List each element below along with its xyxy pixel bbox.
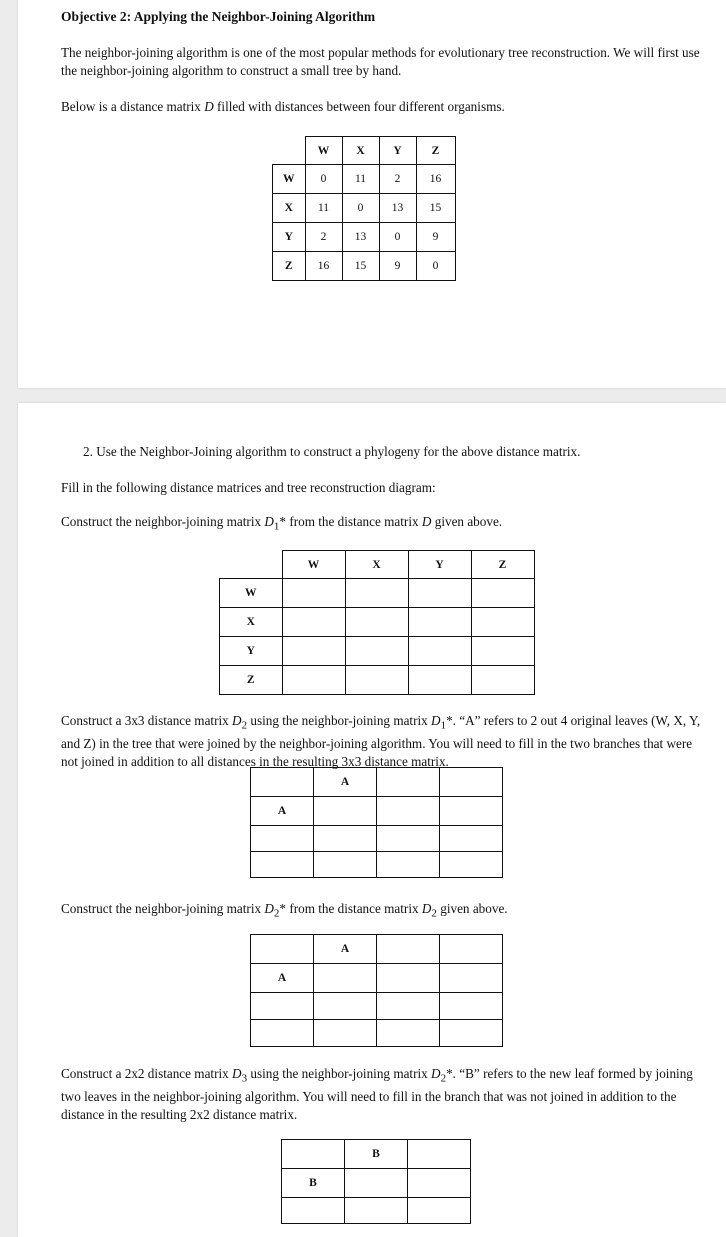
- d2-cell[interactable]: [440, 797, 503, 826]
- objective-title: Objective 2: Applying the Neighbor-Joining Algorithm: [61, 9, 376, 24]
- d2-cell[interactable]: [251, 768, 314, 797]
- d2-cell[interactable]: [251, 852, 314, 878]
- d2star-cell[interactable]: [377, 935, 440, 964]
- d3-cell[interactable]: [345, 1169, 408, 1198]
- fill-instruction: Fill in the following distance matrices and tree reconstruction diagram:: [61, 480, 436, 495]
- d2-cell[interactable]: [314, 852, 377, 878]
- d2star-cell[interactable]: [440, 993, 503, 1020]
- step4-text: Construct a 2x2 distance matrix $D_3$ using the neighbor-joining matrix $D_2*$. “B” refers to the new leaf formed by joining two leaves in the neighbor-joining algorithm. You will need to fill in the branch that was not joined in addition to the distance in the resulting 2x2 distance matrix.: [61, 1066, 693, 1122]
- d1star-cell[interactable]: [282, 579, 345, 608]
- d1star-cell[interactable]: [345, 666, 408, 695]
- question-2: 2. Use the Neighbor-Joining algorithm to construct a phylogeny for the above distance matrix.: [83, 444, 581, 459]
- d1star-cell[interactable]: [345, 637, 408, 666]
- matrix-d3: B B: [281, 1139, 471, 1224]
- matrix-d2-star: A A: [250, 934, 503, 1047]
- d2-cell[interactable]: [440, 852, 503, 878]
- d2star-cell[interactable]: [251, 993, 314, 1020]
- d2-cell[interactable]: [440, 768, 503, 797]
- d2-cell[interactable]: [314, 826, 377, 852]
- step2-text: Construct a 3x3 distance matrix $D_2$ using the neighbor-joining matrix $D_1*$. “A” refers to 2 out 4 original leaves (W, X, Y, and Z) in the tree that were joined by the neighbor-joining algorithm. You will need to fill in the two branches that were not joined in addition to all distances in the resulting 3x3 distance matrix.: [61, 713, 701, 769]
- d2star-cell[interactable]: [377, 993, 440, 1020]
- d1star-cell[interactable]: [282, 666, 345, 695]
- d2-cell[interactable]: [251, 826, 314, 852]
- d1star-cell[interactable]: [408, 579, 471, 608]
- d1star-cell[interactable]: [408, 608, 471, 637]
- d2star-cell[interactable]: [440, 935, 503, 964]
- d1star-cell[interactable]: [471, 579, 534, 608]
- d2-cell[interactable]: [440, 826, 503, 852]
- d3-cell[interactable]: [282, 1198, 345, 1224]
- d2-cell[interactable]: [314, 797, 377, 826]
- d2star-cell[interactable]: [440, 964, 503, 993]
- d2-cell[interactable]: [377, 852, 440, 878]
- d1star-cell[interactable]: [471, 666, 534, 695]
- d3-cell[interactable]: [282, 1140, 345, 1169]
- d2-cell[interactable]: [377, 826, 440, 852]
- d1star-cell[interactable]: [345, 579, 408, 608]
- d1star-cell[interactable]: [471, 637, 534, 666]
- d2star-cell[interactable]: [314, 964, 377, 993]
- d1star-cell[interactable]: [345, 608, 408, 637]
- d2star-cell[interactable]: [314, 993, 377, 1020]
- d3-cell[interactable]: [408, 1140, 471, 1169]
- d2star-cell[interactable]: [251, 935, 314, 964]
- d2star-cell[interactable]: [440, 1020, 503, 1047]
- d2-cell[interactable]: [377, 768, 440, 797]
- d1star-cell[interactable]: [408, 666, 471, 695]
- d3-cell[interactable]: [345, 1198, 408, 1224]
- matrix-intro: Below is a distance matrix D filled with distances between four different organisms.: [61, 99, 505, 114]
- d2-cell[interactable]: [377, 797, 440, 826]
- matrix-d1-star: W X Y Z W X Y Z: [219, 550, 535, 695]
- step1-text: Construct the neighbor-joining matrix $D_1*$ from the distance matrix D given above.: [61, 514, 503, 533]
- d3-cell[interactable]: [408, 1169, 471, 1198]
- d1star-cell[interactable]: [408, 637, 471, 666]
- intro-paragraph: The neighbor-joining algorithm is one of the most popular methods for evolutionary tree reconstruction. We will first use the neighbor-joining algorithm to construct a small tree by hand.: [61, 45, 700, 78]
- d1star-cell[interactable]: [282, 608, 345, 637]
- d2star-cell[interactable]: [314, 1020, 377, 1047]
- d3-cell[interactable]: [408, 1198, 471, 1224]
- d2star-cell[interactable]: [377, 964, 440, 993]
- d1star-cell[interactable]: [471, 608, 534, 637]
- matrix-d2: A A: [250, 767, 503, 878]
- d1star-cell[interactable]: [282, 637, 345, 666]
- d2star-cell[interactable]: [251, 1020, 314, 1047]
- distance-matrix-d: W X Y Z W 0 11 2 16 X 11 0 13 15 Y 2 13 0 9 Z 16 15 9 0: [272, 136, 456, 281]
- document-page-1: [18, 0, 726, 388]
- d2star-cell[interactable]: [377, 1020, 440, 1047]
- step3-text: Construct the neighbor-joining matrix $D_2*$ from the distance matrix $D_2$ given above.: [61, 901, 508, 920]
- document-page-2: [18, 403, 726, 1237]
